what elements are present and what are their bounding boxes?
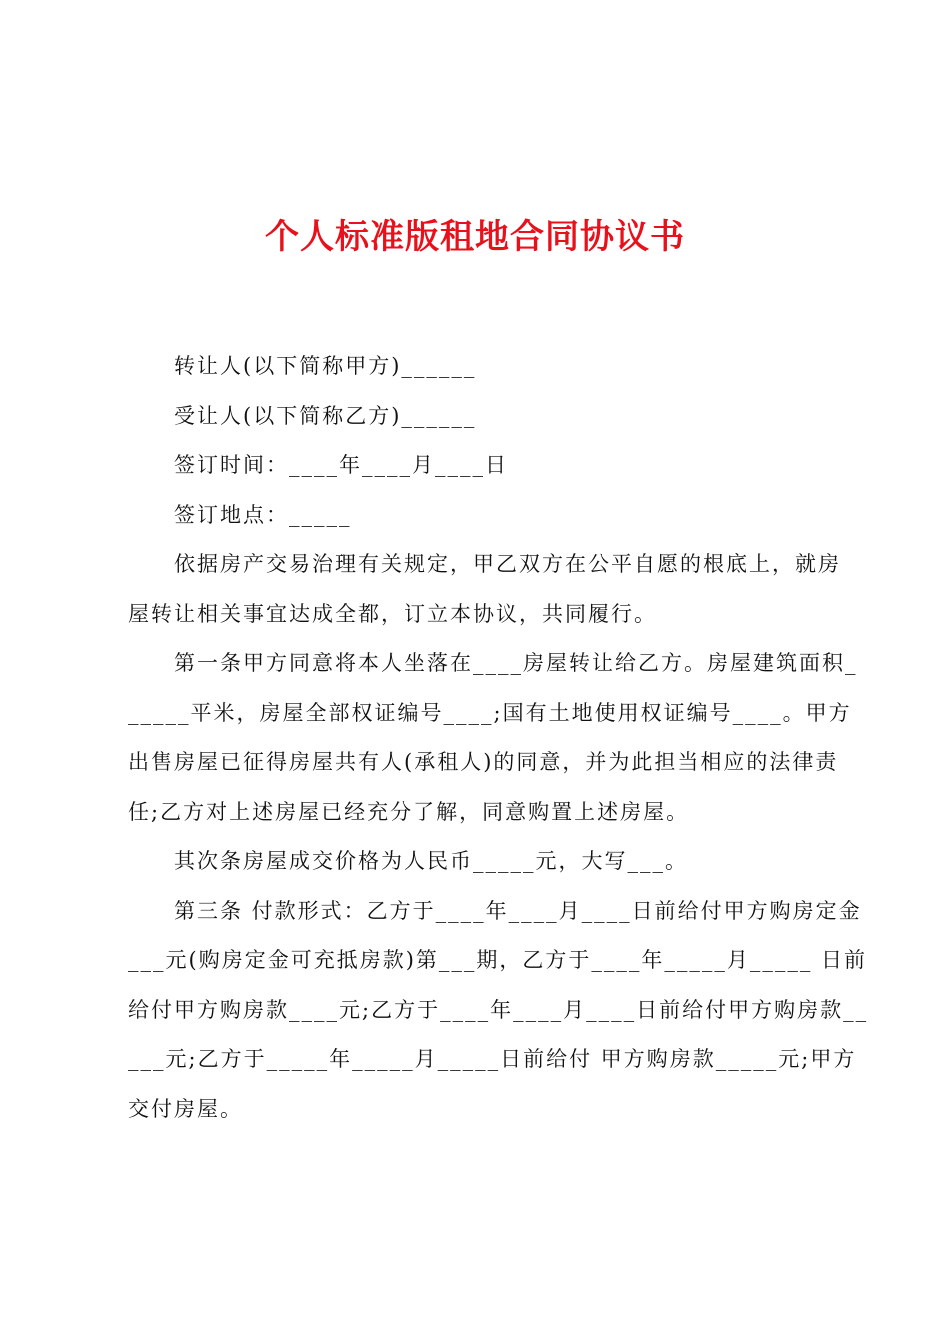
signing-place-line: 签订地点：_____ bbox=[174, 502, 352, 527]
article-1-line-3: 出售房屋已征得房屋共有人(承租人)的同意，并为此担当相应的法律责 bbox=[128, 750, 839, 774]
article-1-line-2: _____平米，房屋全部权证编号____;国有土地使用权证编号____。甲方 bbox=[128, 700, 852, 725]
article-1-line-1: 第一条甲方同意将本人坐落在____房屋转让给乙方。房屋建筑面积_ bbox=[174, 651, 858, 675]
transferor-line: 转让人(以下简称甲方)______ bbox=[174, 354, 477, 378]
article-2-line-1: 其次条房屋成交价格为人民币_____元，大写___。 bbox=[174, 849, 688, 873]
article-3-line-1: 第三条 付款形式：乙方于____年____月____日前给付甲方购房定金 bbox=[174, 898, 862, 923]
preamble-line-1: 依据房产交易治理有关规定，甲乙双方在公平自愿的根底上，就房 bbox=[174, 552, 841, 576]
article-3-line-3: 给付甲方购房款____元;乙方于____年____月____日前给付甲方购房款__ bbox=[128, 997, 869, 1022]
document-body bbox=[128, 342, 869, 1134]
article-3-line-5: 交付房屋。 bbox=[128, 1096, 243, 1121]
article-1-line-4: 任;乙方对上述房屋已经充分了解，同意购置上述房屋。 bbox=[128, 799, 690, 824]
article-3-line-4: ___元;乙方于_____年_____月_____日前给付 甲方购房款_____元;甲方 bbox=[128, 1047, 857, 1071]
document-title: 个人标准版租地合同协议书 bbox=[265, 217, 685, 257]
transferee-line: 受让人(以下简称乙方)______ bbox=[174, 403, 477, 428]
article-3-line-2: ___元(购房定金可充抵房款)第___期，乙方于____年_____月_____ 日前 bbox=[128, 948, 868, 972]
signing-date-line: 签订时间：____年____月____日 bbox=[174, 453, 508, 477]
preamble-line-2: 屋转让相关事宜达成全都，订立本协议，共同履行。 bbox=[128, 601, 657, 626]
